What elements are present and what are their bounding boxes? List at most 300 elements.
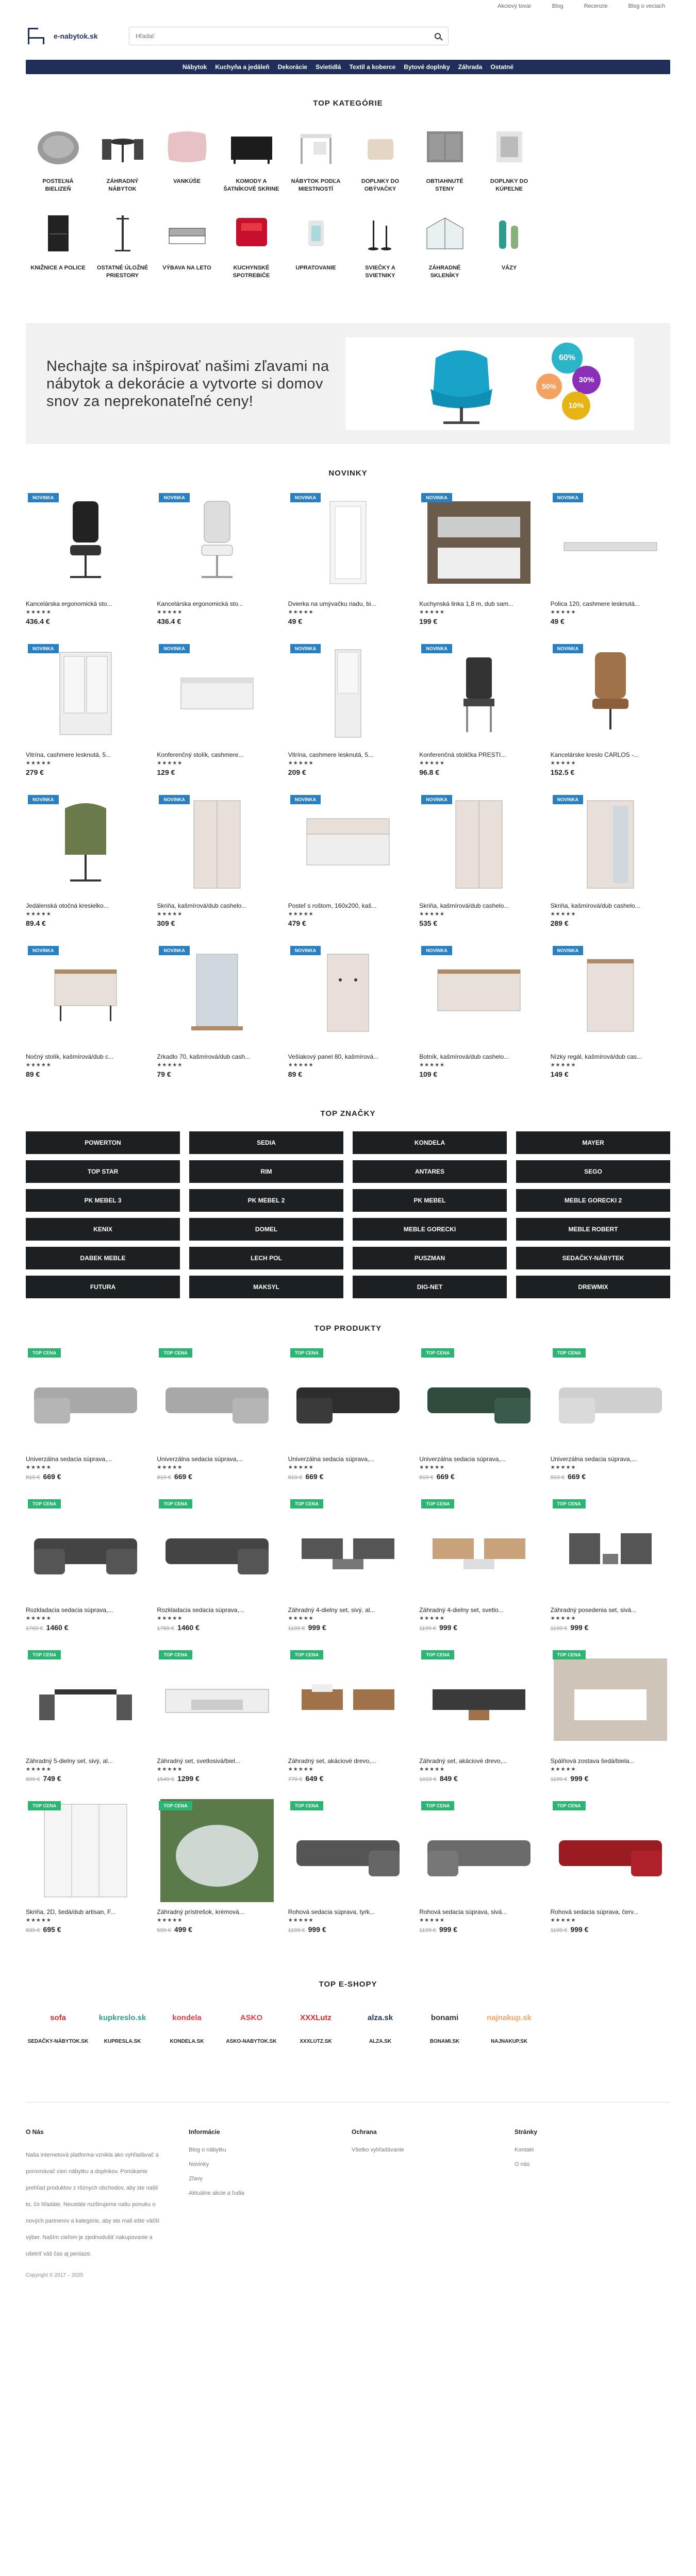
rating-stars: ★★★★★ (550, 1616, 576, 1621)
shop-item[interactable] (219, 2002, 284, 2045)
category-item[interactable] (477, 208, 541, 280)
shop-label: NAJNAKUP.SK (491, 2039, 527, 2044)
nav-item[interactable]: Nábytok (182, 63, 207, 71)
current-price: 999 € (570, 1925, 589, 1934)
category-item[interactable] (155, 121, 219, 193)
footer-heading: Ochrana (352, 2128, 377, 2136)
category-item[interactable] (219, 208, 284, 280)
product-image (26, 1346, 145, 1449)
shop-logo: ASKO (240, 2013, 263, 2022)
product-image (551, 793, 670, 896)
product-card[interactable] (419, 1799, 539, 1934)
shop-logo: kupkreslo.sk (98, 2013, 146, 2022)
product-image (157, 1648, 276, 1751)
rating-stars: ★★★★★ (26, 1465, 52, 1470)
category-label: UPRATOVANIE (295, 265, 336, 271)
rating-stars: ★★★★★ (419, 1616, 445, 1621)
product-image (26, 1497, 145, 1600)
nav-item[interactable]: Záhrada (458, 63, 483, 71)
product-image (419, 1799, 539, 1902)
product-name: Záhradný 4-dielny set, svetlo... (419, 1606, 504, 1614)
product-name: Rohová sedacia súprava, červ... (550, 1908, 639, 1916)
product-price (419, 919, 539, 927)
rating-stars: ★★★★★ (157, 760, 183, 766)
product-card[interactable] (157, 1497, 276, 1632)
red-appliance-icon (226, 208, 277, 259)
product-badge: NOVINKA (28, 644, 59, 653)
rating-stars: ★★★★★ (157, 1465, 183, 1470)
vase-icon (484, 208, 535, 259)
product-name: Vitrína, cashmere lesknutá, 5... (288, 751, 373, 758)
product-name: Skriňa, 2D, šedá/dub artisan, F... (26, 1908, 116, 1916)
fur-pillow-icon (32, 121, 84, 173)
product-card[interactable] (288, 1648, 408, 1783)
product-card[interactable] (551, 1799, 670, 1934)
product-image (288, 944, 408, 1047)
category-label: KUCHYNSKÉ SPOTREBIČE (233, 265, 270, 279)
product-card[interactable] (551, 944, 670, 1078)
product-price (26, 1070, 145, 1078)
brand-button[interactable]: DIG-NET (353, 1276, 507, 1298)
brand-button[interactable]: KENIX (26, 1218, 180, 1241)
old-price: 819 € (26, 1475, 40, 1481)
brand-button[interactable]: SEGO (516, 1160, 670, 1183)
product-name: Univerzálna sedacia súprava,... (157, 1455, 243, 1463)
rating-stars: ★★★★★ (419, 911, 445, 917)
current-price: 695 € (43, 1925, 61, 1934)
rating-stars: ★★★★★ (288, 1062, 314, 1068)
category-label: NÁBYTOK PODĽA MIESTNOSTÍ (291, 178, 341, 192)
product-name: Rohová sedacia súprava, sivá... (419, 1908, 507, 1916)
product-card[interactable] (26, 1799, 145, 1934)
rating-stars: ★★★★★ (157, 911, 183, 917)
new-products-title: NOVINKY (328, 469, 368, 478)
product-name: Kancelárska ergonomická sto... (26, 600, 112, 607)
product-card[interactable] (157, 944, 276, 1078)
category-item[interactable] (26, 121, 90, 193)
nav-item[interactable]: Svietidlá (316, 63, 341, 71)
rating-stars: ★★★★★ (288, 1918, 314, 1923)
chair-logo-icon (26, 28, 51, 44)
shop-label: BONAMI.SK (429, 2039, 460, 2044)
product-image (157, 491, 276, 594)
category-item[interactable] (348, 208, 412, 280)
copyright: Copyright © 2017 – 2025 (26, 2273, 84, 2278)
brand-button[interactable]: PK MEBEL 3 (26, 1189, 180, 1212)
header (26, 12, 670, 60)
rating-stars: ★★★★★ (288, 1767, 314, 1772)
brand-button[interactable]: PK MEBEL (353, 1189, 507, 1212)
topbar-link[interactable]: Blog o veciach (628, 3, 665, 9)
product-badge: TOP CENA (421, 1348, 454, 1358)
bath-accessory-icon (484, 121, 535, 173)
brand-button[interactable]: PUSZMAN (353, 1247, 507, 1269)
product-card[interactable] (288, 1346, 408, 1481)
product-price (419, 1623, 539, 1632)
nav-item[interactable]: Textil a koberce (349, 63, 396, 71)
product-card[interactable] (26, 1497, 145, 1632)
footer-heading: Stránky (515, 2128, 538, 2136)
product-card[interactable] (288, 491, 408, 625)
candlestick-icon (355, 208, 406, 259)
product-price (551, 1472, 670, 1481)
product-badge: NOVINKA (290, 795, 321, 804)
topbar-link[interactable]: Blog (552, 3, 564, 9)
rating-stars: ★★★★★ (288, 1616, 314, 1621)
footer-link[interactable]: Blog o nábytku (189, 2147, 226, 2153)
product-badge: NOVINKA (553, 493, 584, 502)
category-item[interactable] (219, 121, 284, 193)
product-image (288, 1648, 408, 1751)
product-card[interactable] (157, 1799, 276, 1934)
category-item (606, 121, 670, 193)
old-price: 599 € (157, 1927, 171, 1934)
product-card[interactable] (419, 1648, 539, 1783)
brand-button[interactable]: DOMEL (189, 1218, 343, 1241)
nav-item[interactable]: Dekorácie (277, 63, 308, 71)
rating-stars: ★★★★★ (419, 1767, 445, 1772)
category-label: DOPLNKY DO OBÝVAČKY (361, 178, 400, 192)
current-price: 479 € (288, 919, 306, 927)
footer (26, 2102, 670, 2262)
rating-stars: ★★★★★ (288, 911, 314, 917)
category-label: VANKÚŠE (173, 178, 201, 184)
footer-link[interactable]: Novinky (189, 2161, 209, 2167)
garden-table-icon (97, 121, 148, 173)
product-price (288, 1925, 408, 1934)
product-image (157, 793, 276, 896)
nav-item[interactable]: Bytové doplnky (404, 63, 450, 71)
old-price: 1769 € (26, 1625, 43, 1632)
rating-stars: ★★★★★ (157, 1918, 183, 1923)
product-badge: NOVINKA (421, 493, 452, 502)
search-bar (129, 27, 449, 45)
current-price: 499 € (174, 1925, 192, 1934)
product-badge: TOP CENA (421, 1801, 454, 1810)
current-price: 999 € (570, 1623, 589, 1632)
product-name: Univerzálna sedacia súprava,... (550, 1455, 637, 1463)
discount-badge: 60% (552, 343, 583, 374)
new-products-grid (26, 491, 670, 1078)
current-price: 279 € (26, 768, 44, 776)
product-image (551, 1346, 670, 1449)
footer-about (26, 2128, 184, 2262)
coat-stand-icon (97, 208, 148, 259)
product-price (288, 1472, 408, 1481)
product-card[interactable] (551, 1648, 670, 1783)
brand-button[interactable]: MAKSYL (189, 1276, 343, 1298)
product-badge: TOP CENA (553, 1650, 586, 1659)
brand-button[interactable]: RIM (189, 1160, 343, 1183)
product-name: Konferenčná stolička PRESTI... (419, 751, 506, 758)
product-badge: NOVINKA (290, 946, 321, 955)
product-price (551, 1774, 670, 1783)
topbar-link[interactable]: Akciový tovar (498, 3, 532, 9)
current-price: 109 € (419, 1070, 438, 1078)
product-badge: NOVINKA (290, 644, 321, 653)
current-price: 849 € (439, 1774, 458, 1783)
current-price: 999 € (308, 1623, 326, 1632)
old-price: 1199 € (288, 1927, 305, 1934)
product-price (419, 1070, 539, 1078)
product-card[interactable] (26, 491, 145, 625)
product-card[interactable] (157, 491, 276, 625)
current-price: 149 € (550, 1070, 569, 1078)
product-price (419, 617, 539, 625)
page (26, 0, 670, 2299)
product-card[interactable] (26, 944, 145, 1078)
product-price (26, 768, 145, 776)
current-price: 289 € (550, 919, 569, 927)
product-badge: TOP CENA (28, 1650, 61, 1659)
footer-link[interactable]: Aktuálne akcie a ľudia (189, 2190, 244, 2196)
brand-button[interactable]: KONDELA (353, 1131, 507, 1154)
topbar-link[interactable]: Recenzie (584, 3, 608, 9)
category-item[interactable] (348, 121, 412, 193)
category-item[interactable] (284, 121, 348, 193)
search-input[interactable] (129, 27, 427, 45)
product-image (419, 642, 539, 745)
product-name: Záhradný set, akáciové drevo,... (288, 1757, 376, 1765)
rating-stars: ★★★★★ (419, 760, 445, 766)
category-item[interactable] (477, 121, 541, 193)
product-badge: TOP CENA (553, 1801, 586, 1810)
rating-stars: ★★★★★ (419, 1062, 445, 1068)
brand-button[interactable]: DABEK MEBLE (26, 1247, 180, 1269)
ottoman-icon (355, 121, 406, 173)
product-card[interactable] (551, 1497, 670, 1632)
nav-item[interactable]: Ostatné (490, 63, 513, 71)
old-price: 819 € (419, 1475, 434, 1481)
brand-button[interactable]: LECH POL (189, 1247, 343, 1269)
old-price: 1199 € (419, 1625, 437, 1632)
product-image (26, 1648, 145, 1751)
product-name: Botník, kašmírová/dub cashelo... (419, 1053, 509, 1060)
current-price: 535 € (419, 919, 438, 927)
product-badge: NOVINKA (553, 795, 584, 804)
product-card[interactable] (419, 642, 539, 776)
product-card[interactable] (288, 1799, 408, 1934)
category-item (541, 121, 606, 193)
footer-link[interactable]: Všetko vyhľadávanie (352, 2147, 404, 2153)
pillow-icon (161, 121, 213, 173)
product-image (419, 1346, 539, 1449)
product-card[interactable] (26, 793, 145, 927)
product-badge: TOP CENA (159, 1650, 192, 1659)
shop-item[interactable] (477, 2002, 541, 2045)
product-image (551, 491, 670, 594)
product-price (288, 617, 408, 625)
product-price (419, 768, 539, 776)
category-label: VÁZY (501, 265, 517, 271)
product-price (551, 768, 670, 776)
rating-stars: ★★★★★ (550, 1918, 576, 1923)
product-card[interactable] (157, 1346, 276, 1481)
product-name: Záhradný set, akáciové drevo,... (419, 1757, 507, 1765)
category-label: OBTIAHNUTÉ STENY (426, 178, 463, 192)
old-price: 1549 € (157, 1776, 175, 1783)
product-image (157, 1799, 276, 1902)
category-item[interactable] (155, 208, 219, 280)
brand-button[interactable]: DREWMIX (516, 1276, 670, 1298)
old-price: 899 € (26, 1776, 40, 1783)
product-card[interactable] (419, 491, 539, 625)
shops-title: TOP E-SHOPY (319, 1980, 377, 1989)
logo[interactable] (26, 28, 103, 44)
top-bar (26, 0, 670, 12)
brand-button[interactable]: MAYER (516, 1131, 670, 1154)
product-image (551, 944, 670, 1047)
product-image (419, 1497, 539, 1600)
product-card[interactable] (288, 944, 408, 1078)
current-price: 209 € (288, 768, 306, 776)
empty-slot (612, 121, 664, 173)
product-image (288, 491, 408, 594)
product-card[interactable] (419, 1346, 539, 1481)
footer-link[interactable]: Kontakt (515, 2147, 534, 2153)
product-price (26, 919, 145, 927)
product-name: Skriňa, kašmírová/dub cashelo... (157, 902, 247, 909)
rating-stars: ★★★★★ (419, 1465, 445, 1470)
product-card[interactable] (26, 1648, 145, 1783)
product-price (551, 1623, 670, 1632)
brand-button[interactable]: MEBLE ROBERT (516, 1218, 670, 1241)
product-price (157, 1925, 276, 1934)
category-item[interactable] (90, 208, 155, 280)
current-price: 1299 € (177, 1774, 200, 1783)
current-price: 199 € (419, 617, 438, 625)
product-card[interactable] (26, 642, 145, 776)
category-item[interactable] (412, 121, 477, 193)
category-item[interactable] (412, 208, 477, 280)
product-image (551, 642, 670, 745)
product-badge: TOP CENA (553, 1499, 586, 1509)
brand-button[interactable]: SEDIA (189, 1131, 343, 1154)
product-card[interactable] (157, 642, 276, 776)
banner-image (345, 337, 634, 430)
category-label: DOPLNKY DO KÚPEĽNE (490, 178, 528, 192)
product-badge: NOVINKA (290, 493, 321, 502)
main-nav (26, 60, 670, 74)
product-name: Univerzálna sedacia súprava,... (288, 1455, 375, 1463)
product-card[interactable] (551, 491, 670, 625)
current-price: 999 € (308, 1925, 326, 1934)
product-card[interactable] (288, 1497, 408, 1632)
brand-button[interactable]: SEDAČKY-NÁBYTEK (516, 1247, 670, 1269)
current-price: 649 € (305, 1774, 324, 1783)
shop-item[interactable] (26, 2002, 90, 2045)
product-name: Vitrína, cashmere lesknutá, 5... (26, 751, 111, 758)
current-price: 96.8 € (419, 768, 440, 776)
rating-stars: ★★★★★ (26, 1616, 52, 1621)
product-card[interactable] (419, 944, 539, 1078)
shop-item[interactable] (90, 2002, 155, 2045)
category-label: SVIEČKY A SVIETNIKY (365, 265, 395, 279)
promo-banner[interactable] (26, 323, 670, 444)
category-item[interactable] (90, 121, 155, 193)
rating-stars: ★★★★★ (419, 1918, 445, 1923)
product-badge: TOP CENA (28, 1348, 61, 1358)
product-price (551, 1925, 670, 1934)
footer-link[interactable]: Zľavy (189, 2176, 203, 2182)
brand-button[interactable]: MEBLE GORECKI (353, 1218, 507, 1241)
old-price: 1199 € (550, 1776, 568, 1783)
product-card[interactable] (157, 793, 276, 927)
old-price: 819 € (550, 1475, 565, 1481)
old-price: 1199 € (550, 1927, 568, 1934)
rating-stars: ★★★★★ (157, 609, 183, 615)
brand-button[interactable]: TOP STAR (26, 1160, 180, 1183)
old-price: 819 € (157, 1475, 171, 1481)
product-badge: TOP CENA (28, 1801, 61, 1810)
product-card[interactable] (551, 793, 670, 927)
product-image (157, 944, 276, 1047)
rating-stars: ★★★★★ (550, 760, 576, 766)
search-button[interactable] (427, 27, 448, 45)
product-price (288, 768, 408, 776)
product-price (419, 1472, 539, 1481)
product-badge: NOVINKA (553, 644, 584, 653)
category-item[interactable] (284, 208, 348, 280)
product-card[interactable] (157, 1648, 276, 1783)
shops-grid (26, 2002, 670, 2045)
product-badge: NOVINKA (28, 493, 59, 502)
shop-logo: najnakup.sk (487, 2013, 532, 2022)
product-card[interactable] (551, 642, 670, 776)
nav-item[interactable]: Kuchyňa a jedáleň (215, 63, 270, 71)
footer-link[interactable]: O nás (515, 2161, 530, 2167)
product-price (419, 1925, 539, 1934)
shop-item (541, 2002, 606, 2045)
product-card[interactable] (419, 1497, 539, 1632)
footer-pages (515, 2128, 672, 2262)
shop-item[interactable] (348, 2002, 412, 2045)
product-badge: NOVINKA (421, 795, 452, 804)
product-price (157, 1472, 276, 1481)
product-price (26, 1925, 145, 1934)
shop-item[interactable] (284, 2002, 348, 2045)
shop-item[interactable] (412, 2002, 477, 2045)
brand-button[interactable]: FUTURA (26, 1276, 180, 1298)
category-label: VÝBAVA NA LETO (162, 265, 211, 271)
rating-stars: ★★★★★ (288, 1465, 314, 1470)
current-price: 89 € (288, 1070, 303, 1078)
product-badge: NOVINKA (159, 644, 190, 653)
product-price (26, 617, 145, 625)
shop-item[interactable] (155, 2002, 219, 2045)
brand-button[interactable]: POWERTON (26, 1131, 180, 1154)
product-name: Záhradný set, svetlosivá/biel... (157, 1757, 240, 1765)
product-image (551, 1497, 670, 1600)
category-label: KOMODY A ŠATNÍKOVÉ SKRINE (223, 178, 279, 192)
brand-button[interactable]: ANTARES (353, 1160, 507, 1183)
rating-stars: ★★★★★ (26, 1918, 52, 1923)
product-card[interactable] (419, 793, 539, 927)
brand-button[interactable]: PK MEBEL 2 (189, 1189, 343, 1212)
product-price (551, 617, 670, 625)
product-card[interactable] (551, 1346, 670, 1481)
brand-button[interactable]: MEBLE GORECKI 2 (516, 1189, 670, 1212)
product-image (26, 1799, 145, 1902)
product-badge: NOVINKA (421, 946, 452, 955)
product-name: Skriňa, kašmírová/dub cashelo... (419, 902, 509, 909)
category-item[interactable] (26, 208, 90, 280)
product-card[interactable] (288, 793, 408, 927)
sideboard-icon (226, 121, 277, 173)
product-card[interactable] (288, 642, 408, 776)
product-card[interactable] (26, 1346, 145, 1481)
current-price: 999 € (439, 1623, 458, 1632)
